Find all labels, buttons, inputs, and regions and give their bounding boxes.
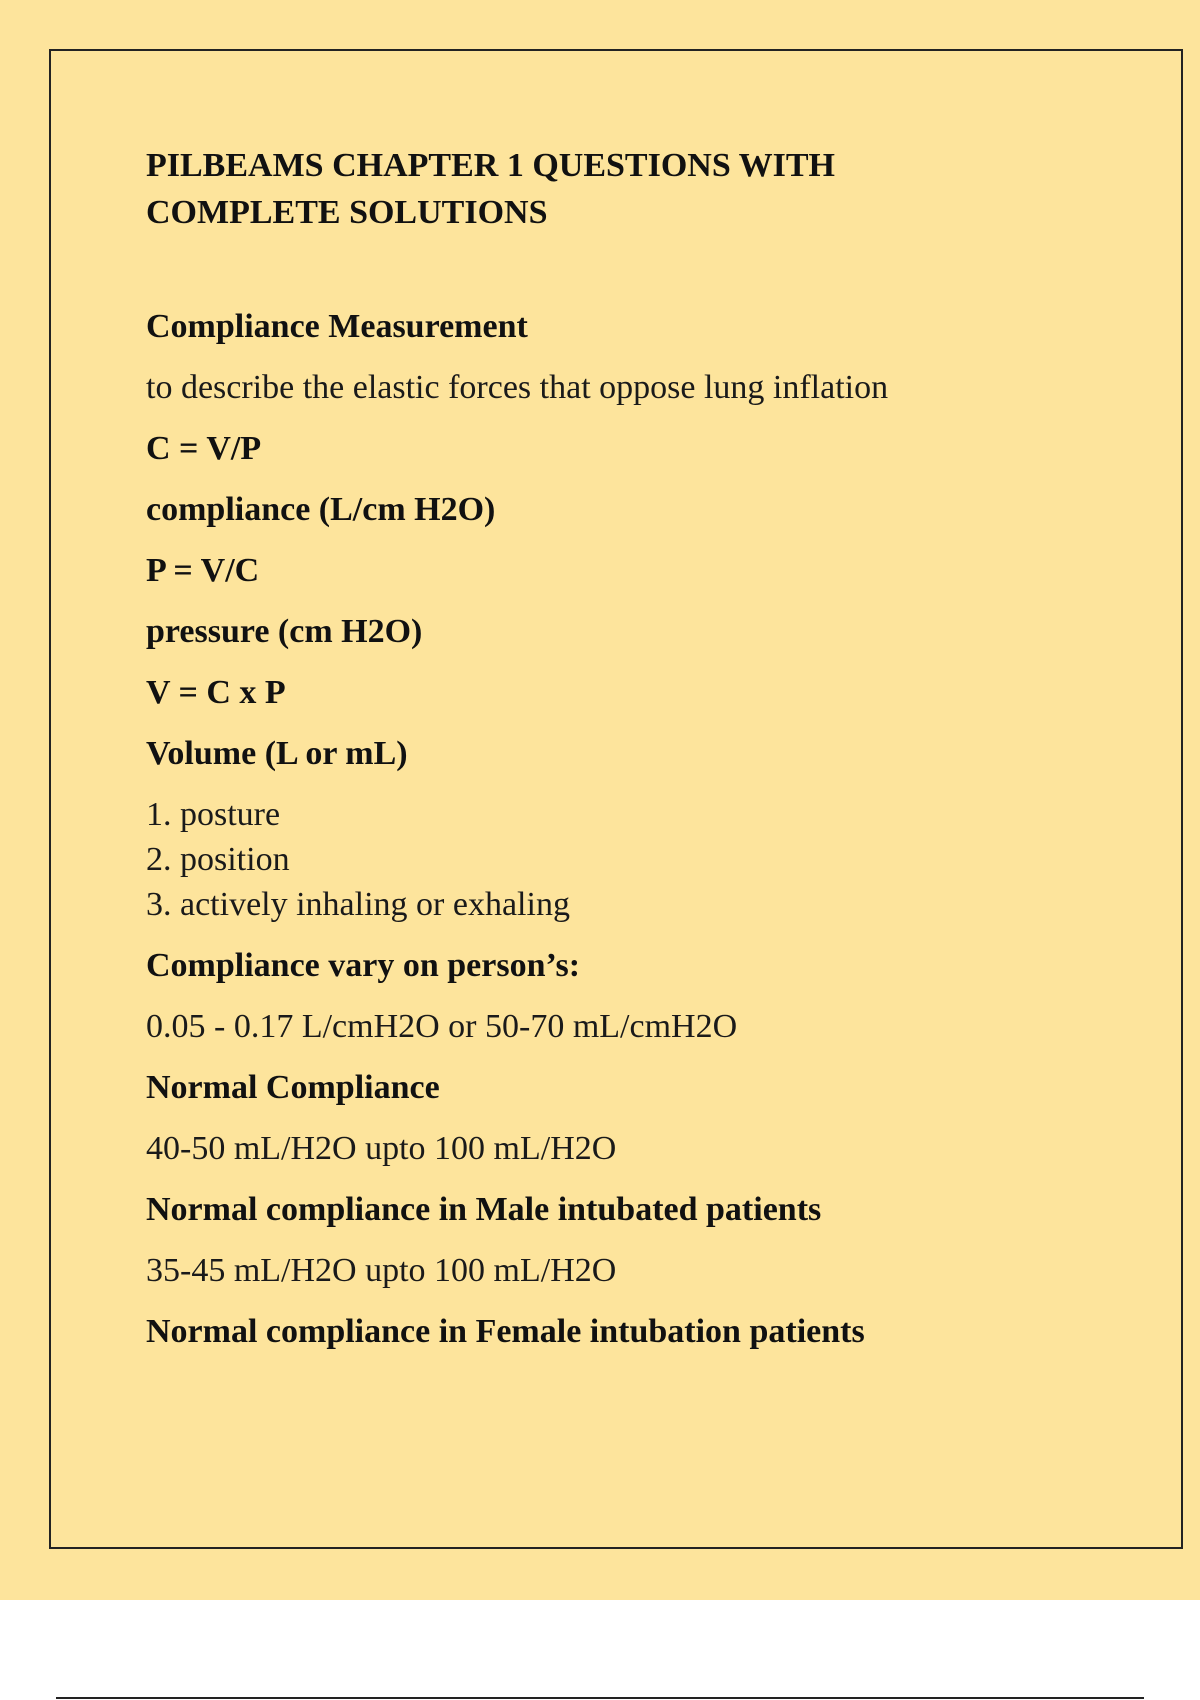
label-pressure-units: pressure (cm H2O) bbox=[146, 613, 423, 650]
title-line-1: PILBEAMS CHAPTER 1 QUESTIONS WITH bbox=[146, 147, 835, 184]
formula-compliance: C = V/P bbox=[146, 430, 262, 467]
value-normal-compliance: 40-50 mL/H2O upto 100 mL/H2O bbox=[146, 1130, 617, 1167]
heading-compliance-measurement: Compliance Measurement bbox=[146, 308, 528, 345]
heading-normal-compliance: Normal Compliance bbox=[146, 1069, 440, 1106]
value-compliance-range: 0.05 - 0.17 L/cmH2O or 50-70 mL/cmH2O bbox=[146, 1008, 738, 1045]
title-line-2: COMPLETE SOLUTIONS bbox=[146, 194, 548, 231]
definition-text: to describe the elastic forces that oppose lung inflation bbox=[146, 369, 889, 406]
factors-list bbox=[146, 792, 1106, 927]
heading-female-compliance: Normal compliance in Female intubation patients bbox=[146, 1313, 865, 1350]
list-item: 1. posture bbox=[146, 796, 281, 833]
label-compliance-units: compliance (L/cm H2O) bbox=[146, 491, 496, 528]
footer-divider bbox=[56, 1697, 1144, 1699]
heading-compliance-vary: Compliance vary on person’s: bbox=[146, 947, 581, 984]
formula-pressure: P = V/C bbox=[146, 552, 260, 589]
document-title bbox=[146, 142, 1106, 236]
document-content bbox=[146, 142, 1106, 1370]
list-item: 2. position bbox=[146, 841, 290, 878]
label-volume-units: Volume (L or mL) bbox=[146, 735, 408, 772]
body-blocks bbox=[146, 304, 1106, 1354]
formula-volume: V = C x P bbox=[146, 674, 286, 711]
list-item: 3. actively inhaling or exhaling bbox=[146, 886, 570, 923]
heading-male-compliance: Normal compliance in Male intubated patients bbox=[146, 1191, 822, 1228]
value-male-compliance: 35-45 mL/H2O upto 100 mL/H2O bbox=[146, 1252, 617, 1289]
